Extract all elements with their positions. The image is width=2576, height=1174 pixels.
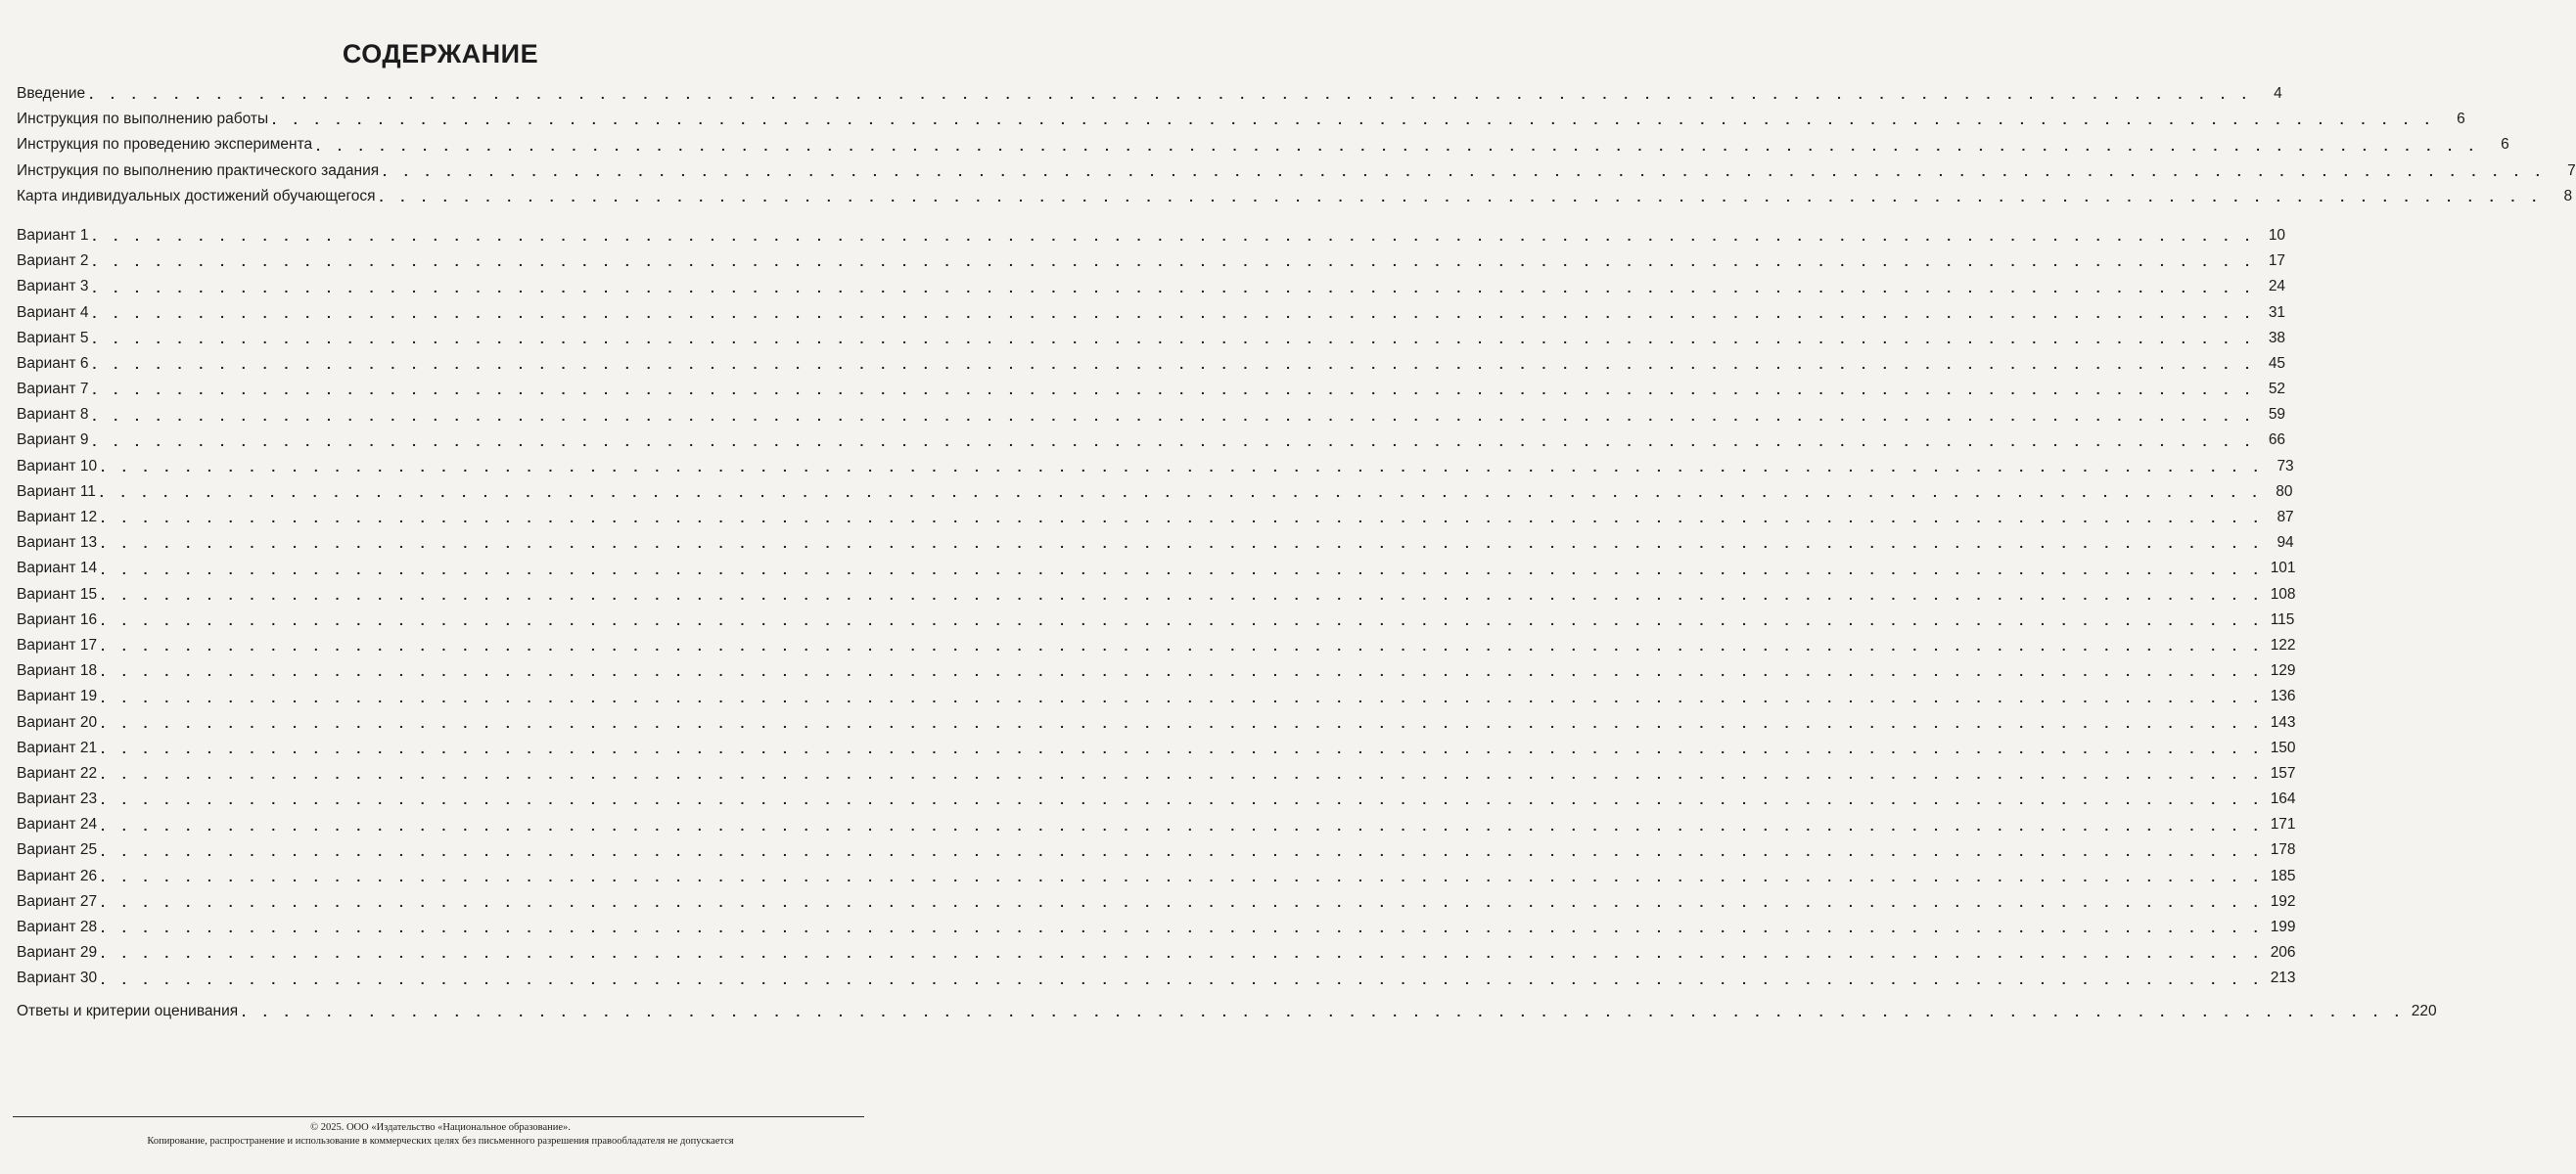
toc-leader-dots: . . . . . . . . . . . . . . . . . . . . . . . . . . . . . . . . . . . . . . . . . . . . . . . . . . . . . . . . . . . . . . . . . . . . . . . . . . . . . . . . . . . . . . . . . . . . . . . . . . . . . . xyxy=(101,817,2265,834)
toc-entry-label: Вариант 5 xyxy=(17,329,89,346)
toc-leader-dots: . . . . . . . . . . . . . . . . . . . . . . . . . . . . . . . . . . . . . . . . . . . . . . . . . . . . . . . . . . . . . . . . . . . . . . . . . . . . . . . . . . . . . . . . . . . . . . . . . . . . . . xyxy=(242,1004,2406,1020)
toc-entry-variant-16 xyxy=(17,608,2295,633)
toc-entry-variant-13 xyxy=(17,530,2294,556)
toc-entry-intro-5 xyxy=(17,184,2573,209)
toc-leader-dots: . . . . . . . . . . . . . . . . . . . . . . . . . . . . . . . . . . . . . . . . . . . . . . . . . . . . . . . . . . . . . . . . . . . . . . . . . . . . . . . . . . . . . . . . . . . . . . . . . . . . . . xyxy=(92,330,2257,346)
toc-entry-label: Вариант 24 xyxy=(17,816,98,834)
toc-leader-dots: . . . . . . . . . . . . . . . . . . . . . . . . . . . . . . . . . . . . . . . . . . . . . . . . . . . . . . . . . . . . . . . . . . . . . . . . . . . . . . . . . . . . . . . . . . . . . . . . . . . . . . xyxy=(101,842,2265,859)
toc-leader-dots: . . . . . . . . . . . . . . . . . . . . . . . . . . . . . . . . . . . . . . . . . . . . . . . . . . . . . . . . . . . . . . . . . . . . . . . . . . . . . . . . . . . . . . . . . . . . . . . . . . . . . . xyxy=(101,561,2265,577)
toc-leader-dots: . . . . . . . . . . . . . . . . . . . . . . . . . . . . . . . . . . . . . . . . . . . . . . . . . . . . . . . . . . . . . . . . . . . . . . . . . . . . . . . . . . . . . . . . . . . . . . . . . . . . . . xyxy=(101,535,2265,552)
toc-entry-page: 8 xyxy=(2563,187,2573,204)
toc-entry-label: Вариант 10 xyxy=(17,457,98,474)
toc-entry-page: 87 xyxy=(2277,509,2294,526)
toc-leader-dots: . . . . . . . . . . . . . . . . . . . . . . . . . . . . . . . . . . . . . . . . . . . . . . . . . . . . . . . . . . . . . . . . . . . . . . . . . . . . . . . . . . . . . . . . . . . . . . . . . . . . . . xyxy=(92,228,2257,245)
toc-leader-dots: . . . . . . . . . . . . . . . . . . . . . . . . . . . . . . . . . . . . . . . . . . . . . . . . . . . . . . . . . . . . . . . . . . . . . . . . . . . . . . . . . . . . . . . . . . . . . . . . . . . . . . xyxy=(101,740,2265,756)
toc-entry-page: 199 xyxy=(2270,919,2296,936)
toc-entry-label: Вариант 7 xyxy=(17,381,89,398)
toc-entry-page: 52 xyxy=(2268,381,2286,398)
toc-entry-variant-15 xyxy=(17,582,2296,608)
toc-entry-label: Вариант 9 xyxy=(17,431,89,449)
toc-entry-label: Вариант 6 xyxy=(17,354,89,372)
toc-leader-dots: . . . . . . . . . . . . . . . . . . . . . . . . . . . . . . . . . . . . . . . . . . . . . . . . . . . . . . . . . . . . . . . . . . . . . . . . . . . . . . . . . . . . . . . . . . . . . . . . . . . . . . xyxy=(92,356,2257,373)
toc-entry-page: 45 xyxy=(2268,354,2286,372)
toc-leader-dots: . . . . . . . . . . . . . . . . . . . . . . . . . . . . . . . . . . . . . . . . . . . . . . . . . . . . . . . . . . . . . . . . . . . . . . . . . . . . . . . . . . . . . . . . . . . . . . . . . . . . . . xyxy=(92,253,2257,270)
toc-entry-page: 115 xyxy=(2270,610,2295,628)
toc-entry-label: Вариант 30 xyxy=(17,970,98,987)
toc-entry-variant-9 xyxy=(17,429,2286,454)
toc-leader-dots: . . . . . . . . . . . . . . . . . . . . . . . . . . . . . . . . . . . . . . . . . . . . . . . . . . . . . . . . . . . . . . . . . . . . . . . . . . . . . . . . . . . . . . . . . . . . . . . . . . . . . . xyxy=(101,945,2265,962)
toc-entry-variant-21 xyxy=(17,736,2296,761)
toc-entry-page: 59 xyxy=(2268,406,2286,424)
toc-entry-variant-10 xyxy=(17,454,2294,479)
toc-entry-page: 220 xyxy=(2411,1002,2437,1019)
toc-entry-page: 185 xyxy=(2270,867,2296,884)
toc-entry-page: 108 xyxy=(2270,585,2296,603)
toc-entry-variant-1 xyxy=(17,223,2286,248)
toc-leader-dots: . . . . . . . . . . . . . . . . . . . . . . . . . . . . . . . . . . . . . . . . . . . . . . . . . . . . . . . . . . . . . . . . . . . . . . . . . . . . . . . . . . . . . . . . . . . . . . . . . . . . . . xyxy=(101,689,2265,705)
toc-entry-answers xyxy=(17,999,2437,1024)
toc-entry-page: 150 xyxy=(2270,739,2296,756)
toc-entry-intro-1 xyxy=(17,81,2282,107)
toc-entry-label: Вариант 3 xyxy=(17,278,89,295)
toc-entry-variant-8 xyxy=(17,402,2286,428)
toc-leader-dots: . . . . . . . . . . . . . . . . . . . . . . . . . . . . . . . . . . . . . . . . . . . . . . . . . . . . . . . . . . . . . . . . . . . . . . . . . . . . . . . . . . . . . . . . . . . . . . . . . . . . . . xyxy=(101,612,2265,628)
toc-entry-label: Вариант 29 xyxy=(17,944,98,962)
toc-entry-page: 171 xyxy=(2270,816,2296,834)
toc-entry-intro-3 xyxy=(17,132,2509,158)
toc-entry-label: Вариант 19 xyxy=(17,688,98,705)
toc-entry-variant-29 xyxy=(17,940,2296,966)
toc-entry-page: 101 xyxy=(2270,560,2296,577)
toc-entry-page: 31 xyxy=(2268,303,2286,321)
toc-entry-variant-3 xyxy=(17,274,2286,299)
toc-entry-page: 213 xyxy=(2270,970,2296,987)
toc-leader-dots: . . . . . . . . . . . . . . . . . . . . . . . . . . . . . . . . . . . . . . . . . . . . . . . . . . . . . . . . . . . . . . . . . . . . . . . . . . . . . . . . . . . . . . . . . . . . . . . . . . . . . . xyxy=(383,162,2547,179)
toc-entry-variant-26 xyxy=(17,864,2296,889)
toc-entry-label: Вариант 4 xyxy=(17,303,89,321)
toc-entry-variant-12 xyxy=(17,505,2294,530)
toc-entry-label: Инструкция по проведению эксперимента xyxy=(17,136,313,154)
toc-leader-dots: . . . . . . . . . . . . . . . . . . . . . . . . . . . . . . . . . . . . . . . . . . . . . . . . . . . . . . . . . . . . . . . . . . . . . . . . . . . . . . . . . . . . . . . . . . . . . . . . . . . . . . xyxy=(101,663,2265,680)
toc-entry-label: Вариант 1 xyxy=(17,226,89,244)
toc-entry-label: Вариант 22 xyxy=(17,764,98,782)
toc-entry-variant-11 xyxy=(17,479,2293,505)
toc-entry-label: Вариант 12 xyxy=(17,509,98,526)
toc-entry-variant-4 xyxy=(17,300,2286,326)
toc-entry-intro-4 xyxy=(17,158,2576,184)
toc-entry-page: 38 xyxy=(2268,329,2286,346)
toc-leader-dots: . . . . . . . . . . . . . . . . . . . . . . . . . . . . . . . . . . . . . . . . . . . . . . . . . . . . . . . . . . . . . . . . . . . . . . . . . . . . . . . . . . . . . . . . . . . . . . . . . . . . . . xyxy=(92,432,2257,449)
toc-leader-dots: . . . . . . . . . . . . . . . . . . . . . . . . . . . . . . . . . . . . . . . . . . . . . . . . . . . . . . . . . . . . . . . . . . . . . . . . . . . . . . . . . . . . . . . . . . . . . . . . . . . . . . xyxy=(92,407,2257,424)
toc-entry-page: 4 xyxy=(2274,84,2282,102)
toc-entry-page: 6 xyxy=(2457,111,2465,128)
toc-entry-page: 17 xyxy=(2268,252,2286,270)
toc-entry-variant-24 xyxy=(17,812,2296,837)
toc-variants-section xyxy=(17,223,2296,992)
toc-entry-page: 129 xyxy=(2270,662,2296,680)
toc-entry-page: 24 xyxy=(2268,278,2286,295)
footer-notice: Копирование, распространение и использование в коммерческих целях без письменного разрешения правообладателя не допускается xyxy=(147,1136,734,1147)
toc-leader-dots: . . . . . . . . . . . . . . . . . . . . . . . . . . . . . . . . . . . . . . . . . . . . . . . . . . . . . . . . . . . . . . . . . . . . . . . . . . . . . . . . . . . . . . . . . . . . . . . . . . . . . . xyxy=(101,766,2265,783)
toc-entry-page: 80 xyxy=(2276,482,2293,500)
toc-entry-page: 94 xyxy=(2277,534,2294,552)
toc-leader-dots: . . . . . . . . . . . . . . . . . . . . . . . . . . . . . . . . . . . . . . . . . . . . . . . . . . . . . . . . . . . . . . . . . . . . . . . . . . . . . . . . . . . . . . . . . . . . . . . . . . . . . . xyxy=(316,137,2480,154)
toc-entry-variant-14 xyxy=(17,556,2296,581)
toc-entry-page: 206 xyxy=(2270,944,2296,962)
toc-entry-page: 7 xyxy=(2567,161,2576,179)
toc-entry-page: 143 xyxy=(2270,713,2296,731)
toc-leader-dots: . . . . . . . . . . . . . . . . . . . . . . . . . . . . . . . . . . . . . . . . . . . . . . . . . . . . . . . . . . . . . . . . . . . . . . . . . . . . . . . . . . . . . . . . . . . . . . . . . . . . . . xyxy=(101,920,2265,936)
toc-leader-dots: . . . . . . . . . . . . . . . . . . . . . . . . . . . . . . . . . . . . . . . . . . . . . . . . . . . . . . . . . . . . . . . . . . . . . . . . . . . . . . . . . . . . . . . . . . . . . . . . . . . . . . xyxy=(101,868,2265,884)
toc-entry-label: Вариант 8 xyxy=(17,406,89,424)
toc-entry-variant-2 xyxy=(17,248,2286,274)
toc-entry-page: 66 xyxy=(2268,431,2286,449)
toc-leader-dots: . . . . . . . . . . . . . . . . . . . . . . . . . . . . . . . . . . . . . . . . . . . . . . . . . . . . . . . . . . . . . . . . . . . . . . . . . . . . . . . . . . . . . . . . . . . . . . . . . . . . . . xyxy=(101,714,2265,731)
toc-entry-intro-2 xyxy=(17,107,2465,132)
toc-entry-variant-28 xyxy=(17,915,2296,940)
toc-entry-label: Вариант 11 xyxy=(17,482,96,500)
toc-entry-page: 10 xyxy=(2268,226,2286,244)
toc-leader-dots: . . . . . . . . . . . . . . . . . . . . . . . . . . . . . . . . . . . . . . . . . . . . . . . . . . . . . . . . . . . . . . . . . . . . . . . . . . . . . . . . . . . . . . . . . . . . . . . . . . . . . . xyxy=(101,458,2265,474)
toc-leader-dots: . . . . . . . . . . . . . . . . . . . . . . . . . . . . . . . . . . . . . . . . . . . . . . . . . . . . . . . . . . . . . . . . . . . . . . . . . . . . . . . . . . . . . . . . . . . . . . . . . . . . . . xyxy=(272,112,2436,128)
toc-entry-label: Ответы и критерии оценивания xyxy=(17,1002,239,1019)
toc-entry-label: Вариант 13 xyxy=(17,534,98,552)
toc-entry-label: Инструкция по выполнению работы xyxy=(17,111,269,128)
toc-entry-variant-7 xyxy=(17,377,2286,402)
toc-leader-dots: . . . . . . . . . . . . . . . . . . . . . . . . . . . . . . . . . . . . . . . . . . . . . . . . . . . . . . . . . . . . . . . . . . . . . . . . . . . . . . . . . . . . . . . . . . . . . . . . . . . . . . xyxy=(92,304,2257,321)
toc-entry-label: Инструкция по выполнению практического задания xyxy=(17,161,380,179)
toc-leader-dots: . . . . . . . . . . . . . . . . . . . . . . . . . . . . . . . . . . . . . . . . . . . . . . . . . . . . . . . . . . . . . . . . . . . . . . . . . . . . . . . . . . . . . . . . . . . . . . . . . . . . . . xyxy=(101,894,2265,911)
toc-entry-variant-20 xyxy=(17,710,2296,736)
toc-answers-section xyxy=(17,999,2437,1024)
toc-leader-dots: . . . . . . . . . . . . . . . . . . . . . . . . . . . . . . . . . . . . . . . . . . . . . . . . . . . . . . . . . . . . . . . . . . . . . . . . . . . . . . . . . . . . . . . . . . . . . . . . . . . . . . xyxy=(89,86,2253,103)
footer-copyright: © 2025. ООО «Издательство «Национальное образование». xyxy=(310,1122,571,1133)
toc-entry-variant-17 xyxy=(17,633,2296,658)
toc-entry-label: Вариант 14 xyxy=(17,560,98,577)
toc-entry-variant-19 xyxy=(17,684,2296,709)
toc-entry-page: 164 xyxy=(2270,790,2296,808)
toc-entry-page: 157 xyxy=(2270,764,2296,782)
toc-entry-page: 136 xyxy=(2270,688,2296,705)
toc-leader-dots: . . . . . . . . . . . . . . . . . . . . . . . . . . . . . . . . . . . . . . . . . . . . . . . . . . . . . . . . . . . . . . . . . . . . . . . . . . . . . . . . . . . . . . . . . . . . . . . . . . . . . . xyxy=(101,971,2265,987)
toc-entry-variant-27 xyxy=(17,889,2296,915)
toc-entry-label: Вариант 23 xyxy=(17,790,98,808)
footer-divider xyxy=(13,1116,864,1117)
toc-entry-label: Вариант 21 xyxy=(17,739,98,756)
toc-entry-variant-6 xyxy=(17,351,2286,377)
toc-entry-label: Вариант 28 xyxy=(17,919,98,936)
toc-intro-section xyxy=(17,81,2576,209)
toc-entry-label: Вариант 2 xyxy=(17,252,89,270)
toc-entry-variant-30 xyxy=(17,966,2296,991)
toc-entry-label: Вариант 17 xyxy=(17,636,98,654)
toc-entry-page: 192 xyxy=(2270,892,2296,910)
toc-entry-variant-5 xyxy=(17,326,2286,351)
toc-leader-dots: . . . . . . . . . . . . . . . . . . . . . . . . . . . . . . . . . . . . . . . . . . . . . . . . . . . . . . . . . . . . . . . . . . . . . . . . . . . . . . . . . . . . . . . . . . . . . . . . . . . . . . xyxy=(92,279,2257,295)
toc-entry-variant-18 xyxy=(17,658,2296,684)
toc-entry-page: 178 xyxy=(2270,841,2296,859)
toc-leader-dots: . . . . . . . . . . . . . . . . . . . . . . . . . . . . . . . . . . . . . . . . . . . . . . . . . . . . . . . . . . . . . . . . . . . . . . . . . . . . . . . . . . . . . . . . . . . . . . . . . . . . . . xyxy=(92,382,2257,398)
toc-entry-label: Вариант 16 xyxy=(17,610,98,628)
toc-entry-page: 122 xyxy=(2270,636,2296,654)
toc-leader-dots: . . . . . . . . . . . . . . . . . . . . . . . . . . . . . . . . . . . . . . . . . . . . . . . . . . . . . . . . . . . . . . . . . . . . . . . . . . . . . . . . . . . . . . . . . . . . . . . . . . . . . . xyxy=(101,510,2265,526)
toc-leader-dots: . . . . . . . . . . . . . . . . . . . . . . . . . . . . . . . . . . . . . . . . . . . . . . . . . . . . . . . . . . . . . . . . . . . . . . . . . . . . . . . . . . . . . . . . . . . . . . . . . . . . . . xyxy=(101,586,2265,603)
toc-leader-dots: . . . . . . . . . . . . . . . . . . . . . . . . . . . . . . . . . . . . . . . . . . . . . . . . . . . . . . . . . . . . . . . . . . . . . . . . . . . . . . . . . . . . . . . . . . . . . . . . . . . . . . xyxy=(99,484,2264,501)
toc-entry-label: Вариант 26 xyxy=(17,867,98,884)
toc-leader-dots: . . . . . . . . . . . . . . . . . . . . . . . . . . . . . . . . . . . . . . . . . . . . . . . . . . . . . . . . . . . . . . . . . . . . . . . . . . . . . . . . . . . . . . . . . . . . . . . . . . . . . . xyxy=(101,638,2265,655)
toc-entry-label: Вариант 27 xyxy=(17,892,98,910)
toc-entry-label: Вариант 18 xyxy=(17,662,98,680)
toc-entry-label: Вариант 25 xyxy=(17,841,98,859)
toc-entry-label: Вариант 20 xyxy=(17,713,98,731)
toc-entry-label: Введение xyxy=(17,84,86,102)
toc-entry-variant-23 xyxy=(17,787,2296,812)
toc-leader-dots: . . . . . . . . . . . . . . . . . . . . . . . . . . . . . . . . . . . . . . . . . . . . . . . . . . . . . . . . . . . . . . . . . . . . . . . . . . . . . . . . . . . . . . . . . . . . . . . . . . . . . . xyxy=(101,791,2265,808)
toc-entry-label: Карта индивидуальных достижений обучающегося xyxy=(17,187,376,204)
toc-entry-page: 73 xyxy=(2277,457,2294,474)
page-title: СОДЕРЖАНИЕ xyxy=(342,39,539,68)
toc-leader-dots: . . . . . . . . . . . . . . . . . . . . . . . . . . . . . . . . . . . . . . . . . . . . . . . . . . . . . . . . . . . . . . . . . . . . . . . . . . . . . . . . . . . . . . . . . . . . . . . . . . . . . . xyxy=(379,188,2544,204)
toc-entry-variant-25 xyxy=(17,838,2296,864)
toc-entry-page: 6 xyxy=(2501,136,2509,154)
toc-entry-variant-22 xyxy=(17,761,2296,787)
toc-entry-label: Вариант 15 xyxy=(17,585,98,603)
